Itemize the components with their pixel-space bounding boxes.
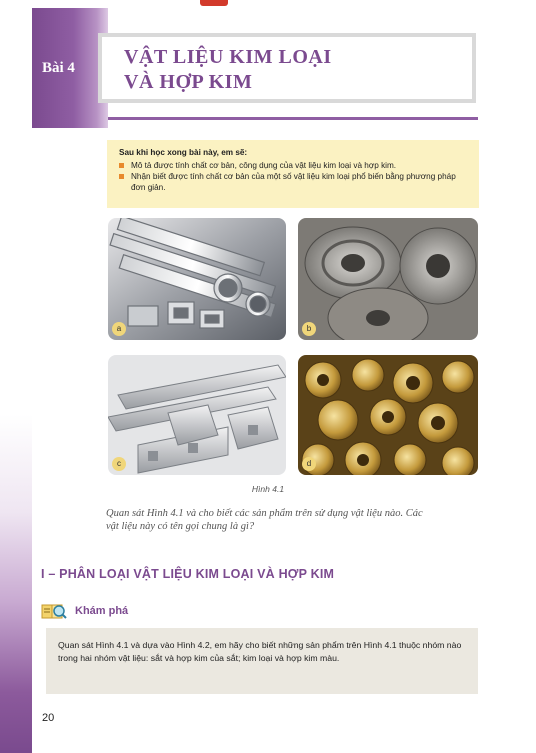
figure-label-badge: b <box>302 322 316 336</box>
lesson-title-line2: VÀ HỢP KIM <box>124 71 253 93</box>
objectives-heading: Sau khi học xong bài này, em sẽ: <box>119 148 248 157</box>
lesson-title-line1: VẬT LIỆU KIM LOẠI <box>124 46 332 68</box>
lesson-tab-label: Bài 4 <box>42 59 75 76</box>
photo-metal-pulleys <box>298 218 478 340</box>
book-magnifier-icon <box>41 602 67 620</box>
title-rule <box>108 117 478 120</box>
explore-header <box>41 602 128 620</box>
photo-aluminum-profiles <box>108 218 286 340</box>
figure-label-badge: c <box>112 457 126 471</box>
left-decor-strip <box>0 0 32 753</box>
figure-question: Quan sát Hình 4.1 và cho biết các sản phẩm trên sử dụng vật liệu nào. Các vật liệu này có tên gọi chung là gì? <box>106 508 423 532</box>
objective-item <box>119 171 471 193</box>
objective-item <box>119 160 471 171</box>
lesson-title-box <box>98 33 476 103</box>
bullet-icon <box>119 174 124 179</box>
figure-label-badge: d <box>302 457 316 471</box>
objective-text: Nhận biết được tính chất cơ bản của một số vật liệu kim loại phổ biến bằng phương pháp đơn giản. <box>131 172 456 192</box>
objectives-box <box>107 140 479 208</box>
top-red-mark <box>200 0 228 6</box>
explore-label: Khám phá <box>75 605 129 617</box>
lesson-tab <box>32 8 108 128</box>
figure-label-badge: a <box>112 322 126 336</box>
photo-aluminum-brackets <box>108 355 286 475</box>
bullet-icon <box>119 163 124 168</box>
page-number: 20 <box>42 712 55 724</box>
objective-text: Mô tả được tính chất cơ bản, công dụng của vật liệu kim loại và hợp kim. <box>131 161 397 170</box>
explore-text-box <box>46 628 478 694</box>
figure-caption: Hình 4.1 <box>251 484 285 494</box>
section-heading: I – PHÂN LOẠI VẬT LIỆU KIM LOẠI VÀ HỢP KIM <box>41 567 335 581</box>
explore-text: Quan sát Hình 4.1 và dựa vào Hình 4.2, em hãy cho biết những sản phẩm trên Hình 4.1 thuộc nhóm nào trong hai nhóm vật liệu: sắt và hợp kim của sắt; kim loại và hợp kim màu. <box>58 640 462 663</box>
photo-brass-fittings <box>298 355 478 475</box>
